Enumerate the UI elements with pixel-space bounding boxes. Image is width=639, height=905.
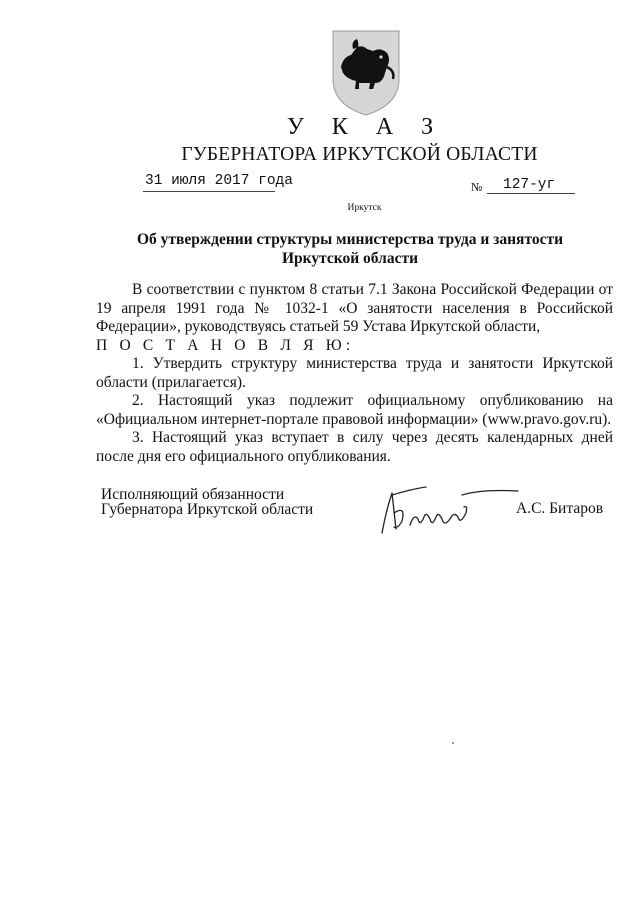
position-line-2: Губернатора Иркутской области <box>101 501 314 518</box>
decree-number: 127-уг <box>503 177 556 193</box>
date-underline <box>143 191 275 192</box>
list-item: 2. Настоящий указ подлежит официальному опубликованию на «Официальном интернет-портале правовой информации» (www.pravo.gov.ru). <box>96 392 613 428</box>
list-item: 1. Утвердить структуру министерства труда и занятости Иркутской области (прилагается). <box>96 355 613 391</box>
decree-date: 31 июля 2017 года <box>145 173 293 189</box>
heading-line-1: Об утверждении структуры министерства труда и занятости <box>136 231 564 248</box>
issuer-title: ГУБЕРНАТОРА ИРКУТСКОЙ ОБЛАСТИ <box>181 144 538 165</box>
signatory-name: А.С. Битаров <box>516 500 604 517</box>
coat-of-arms-icon <box>329 27 403 117</box>
signatory-position <box>101 487 313 517</box>
decree-heading <box>120 230 580 268</box>
number-sign: № <box>471 180 483 194</box>
scan-speck <box>452 742 454 744</box>
heading-line-2: Иркутской области <box>281 250 419 267</box>
position-line-1: Исполняющий обязанности <box>101 486 285 503</box>
city-label: Иркутск <box>347 203 382 213</box>
number-underline <box>487 193 575 194</box>
decree-body <box>96 281 613 466</box>
document-type-title: У К А З <box>286 114 445 140</box>
handwritten-signature <box>372 483 522 543</box>
list-item: 3. Настоящий указ вступает в силу через десять календарных дней после дня его официального опубликования. <box>96 429 613 465</box>
decree-word: П О С Т А Н О В Л Я Ю: <box>96 336 355 354</box>
preamble-paragraph: В соответствии с пунктом 8 статьи 7.1 Закона Российской Федерации от 19 апреля 1991 года № 1032-1 «О занятости населения в Российской Федерации», руководствуясь статьей 59 Устава Иркутской области, <box>96 281 613 335</box>
